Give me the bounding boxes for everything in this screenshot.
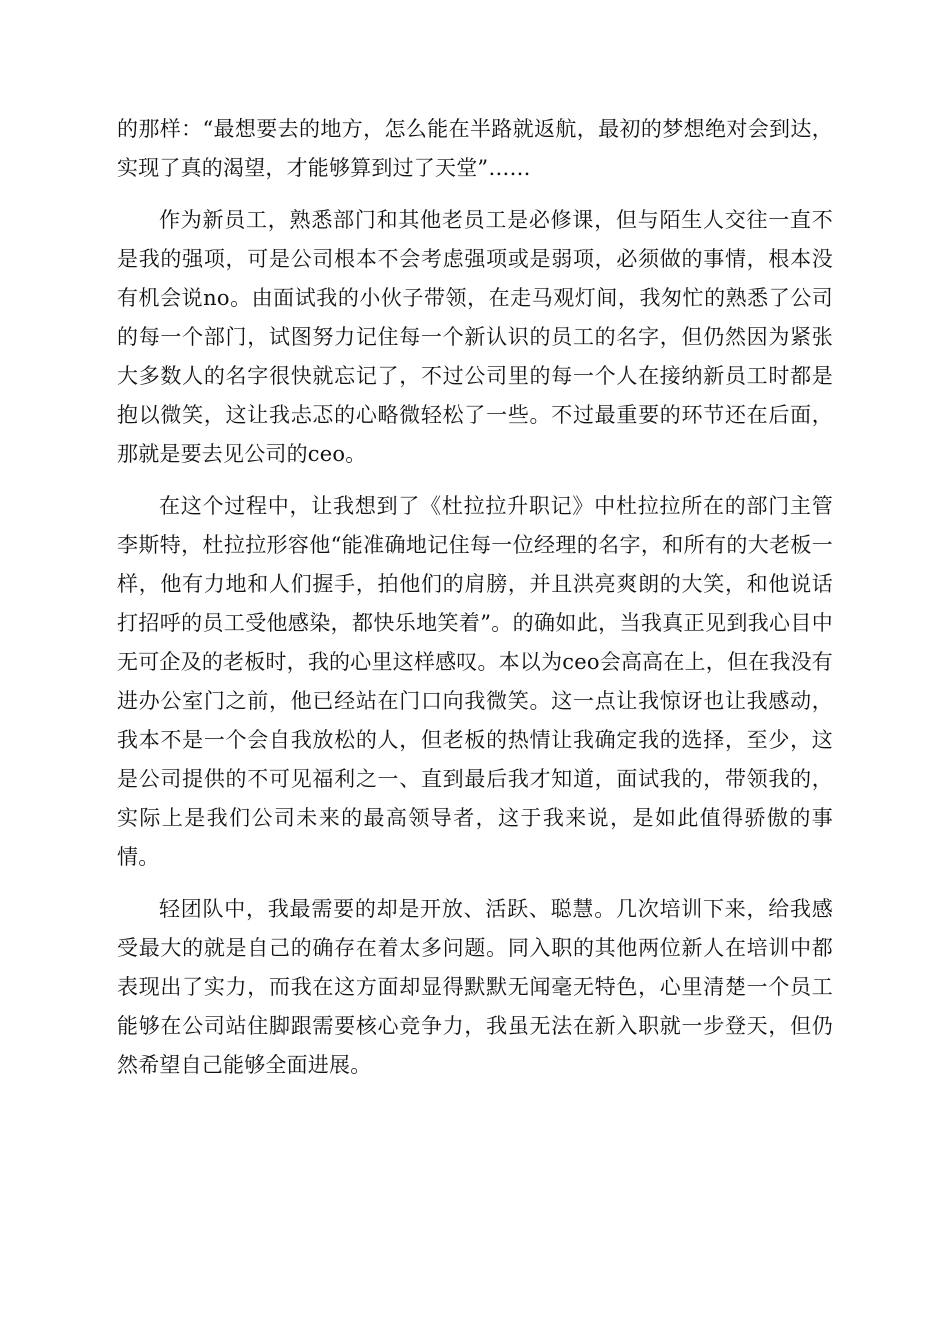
paragraph-new-employee: 作为新员工，熟悉部门和其他老员工是必修课，但与陌生人交往一直不是我的强项，可是公司根本不会考虑强项或是弱项，必须做的事情，根本没有机会说no。由面试我的小伙子带领，在走马观灯间，我匆忙的熟悉了公司的每一个部门，试图努力记住每一个新认识的员工的名字，但仍然因为紧张大多数人的名字很快就忘记了，不过公司里的每一个人在接纳新员工时都是抱以微笑，这让我忐忑的心略微轻松了一些。不过最重要的环节还在后面，那就是要去见公司的ceo。: [117, 208, 833, 466]
paragraph-du-lala: 在这个过程中，让我想到了《杜拉拉升职记》中杜拉拉所在的部门主管李斯特，杜拉拉形容他“能准确地记住每一位经理的名字，和所有的大老板一样，他有力地和人们握手，拍他们的肩膀，并且洪亮爽朗的大笑，和他说话打招呼的员工受他感染，都快乐地笑着”。的确如此，当我真正见到我心目中无可企及的老板时，我的心里这样感叹。本以为ceo会高高在上，但在我没有进办公室门之前，他已经站在门口向我微笑。这一点让我惊讶也让我感动，我本不是一个会自我放松的人，但老板的热情让我确定我的选择，至少，这是公司提供的不可见福利之一、直到最后我才知道，面试我的，带领我的，实际上是我们公司未来的最高领导者，这于我来说，是如此值得骄傲的事情。: [117, 494, 833, 869]
paragraph-continuation: 的那样：“最想要去的地方，怎么能在半路就返航，最初的梦想绝对会到达，实现了真的渴望，才能够算到过了天堂”……: [117, 117, 833, 180]
document-body: [117, 110, 833, 1098]
paragraph-team: 轻团队中，我最需要的却是开放、活跃、聪慧。几次培训下来，给我感受最大的就是自己的确存在着太多问题。同入职的其他两位新人在培训中都表现出了实力，而我在这方面却显得默默无闻毫无特色，心里清楚一个员工能够在公司站住脚跟需要核心竞争力，我虽无法在新入职就一步登天，但仍然希望自己能够全面进展。: [117, 897, 833, 1077]
